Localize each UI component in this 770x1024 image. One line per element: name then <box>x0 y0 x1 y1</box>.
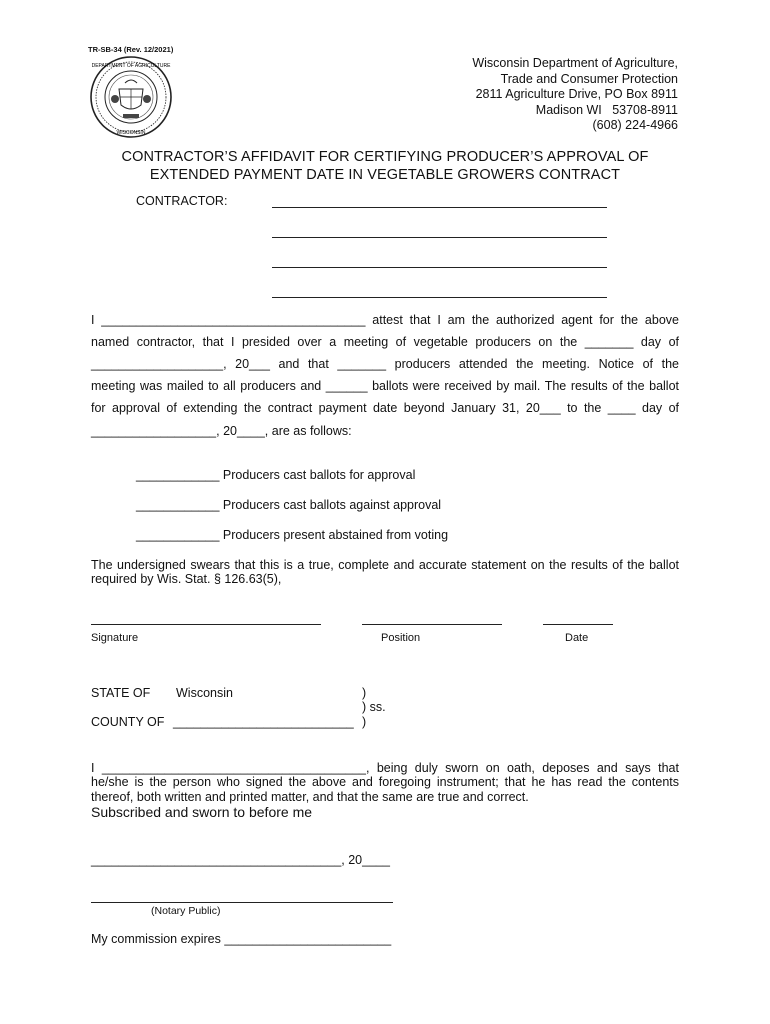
notary-public-label: (Notary Public) <box>151 905 221 917</box>
venue-paren-top: ) <box>362 686 367 700</box>
oath-line-3: thereof, both written and printed matter, and that the same are true and correct. <box>91 790 529 804</box>
swear-line-2: required by Wis. Stat. § 126.63(5), <box>91 572 282 586</box>
date-label: Date <box>565 632 589 644</box>
contractor-field-2[interactable] <box>272 237 607 238</box>
body-line-1: I ______________________________________ attest that I am the authorized agent for the above <box>91 313 679 327</box>
contractor-field-3[interactable] <box>272 267 607 268</box>
state-value: Wisconsin <box>176 686 233 700</box>
form-id: TR-SB-34 (Rev. 12/2021) <box>88 45 174 54</box>
body-line-2: named contractor, that I presided over a meeting of vegetable producers on the _______ day of <box>91 335 679 349</box>
swear-line-1: The undersigned swears that this is a true, complete and accurate statement on the results of the ballot <box>91 558 679 572</box>
form-title-line-2: EXTENDED PAYMENT DATE IN VEGETABLE GROWERS CONTRACT <box>149 167 621 183</box>
body-line-4: meeting was mailed to all producers and ______ ballots were received by mail. The results of the ballot <box>91 379 679 393</box>
contractor-label: CONTRACTOR: <box>136 194 228 208</box>
notary-date-line[interactable]: ____________________________________, 20____ <box>91 853 390 867</box>
signature-field[interactable] <box>91 624 321 625</box>
contractor-field-1[interactable] <box>272 207 607 208</box>
oath-line-2: he/she is the person who signed the above and foregoing instrument; that he has read the contents <box>91 775 679 789</box>
county-label: COUNTY OF <box>91 715 165 729</box>
commission-expires[interactable]: My commission expires ________________________ <box>91 932 392 946</box>
ballots-against: ____________ Producers cast ballots against approval <box>136 498 442 512</box>
date-field[interactable] <box>543 624 613 625</box>
state-label: STATE OF <box>91 686 151 700</box>
contractor-field-4[interactable] <box>272 297 607 298</box>
state-seal-logo <box>89 55 173 139</box>
venue-paren-bot: ) <box>362 715 367 729</box>
body-line-6: __________________, 20____, are as follows: <box>91 424 352 438</box>
county-field[interactable]: __________________________ <box>173 715 354 729</box>
agency-name: Wisconsin Department of Agriculture, <box>472 56 678 70</box>
subscribed-text: Subscribed and sworn to before me <box>91 804 313 820</box>
body-line-3: ___________________, 20___ and that _______ producers attended the meeting. Notice of the <box>91 357 679 371</box>
agency-address-block <box>472 56 678 134</box>
agency-division: Trade and Consumer Protection <box>500 71 678 86</box>
notary-signature-field[interactable] <box>91 902 393 903</box>
body-line-5: for approval of extending the contract payment date beyond January 31, 20___ to the ____ day of <box>91 401 679 415</box>
svg-text:WISCONSIN: WISCONSIN <box>116 130 146 136</box>
agency-phone: (608) 224-4966 <box>592 118 678 132</box>
venue-ss: ) ss. <box>362 700 386 714</box>
svg-text:DEPARTMENT OF AGRICULTURE: DEPARTMENT OF AGRICULTURE <box>91 63 171 69</box>
oath-line-1: I ______________________________________, being duly sworn on oath, deposes and says that <box>91 761 679 775</box>
position-label: Position <box>381 632 421 644</box>
agency-city: Madison WI 53708-8911 <box>535 102 678 117</box>
form-title-line-1: CONTRACTOR’S AFFIDAVIT FOR CERTIFYING PRODUCER’S APPROVAL OF <box>121 149 649 165</box>
signature-label: Signature <box>91 632 139 644</box>
ballots-abstained: ____________ Producers present abstained from voting <box>136 528 449 542</box>
ballots-approval: ____________ Producers cast ballots for approval <box>136 468 416 482</box>
agency-address: 2811 Agriculture Drive, PO Box 8911 <box>475 87 678 101</box>
position-field[interactable] <box>362 624 502 625</box>
